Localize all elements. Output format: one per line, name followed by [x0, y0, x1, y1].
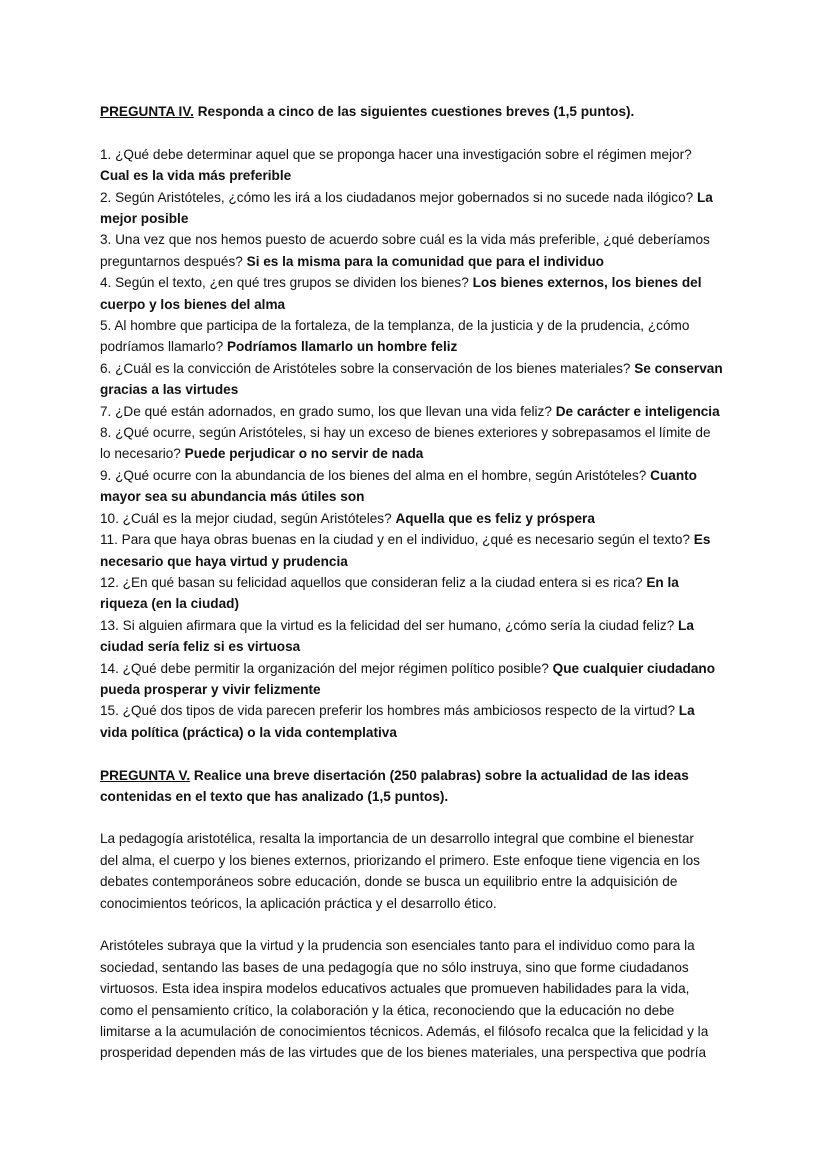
section-iv-tag: PREGUNTA IV. — [100, 104, 194, 119]
spacer — [100, 743, 740, 764]
essay-line: La pedagogía aristotélica, resalta la importancia de un desarrollo integral que combine el bienestar — [100, 831, 694, 847]
answer-text: Se conservan — [634, 360, 723, 376]
essay-paragraph — [100, 828, 740, 914]
question-line-continued — [100, 379, 740, 400]
question-line-continued — [100, 551, 740, 572]
question-text: 7. ¿De qué están adornados, en grado sumo, los que llevan una vida feliz? — [100, 403, 556, 419]
section-v-heading-line-2 — [100, 786, 740, 807]
question-text: 11. Para que haya obras buenas en la ciudad y en el individuo, ¿qué es necesario según el texto? — [100, 532, 694, 548]
answer-text: mejor posible — [100, 211, 189, 227]
answer-text: riqueza (en la ciudad) — [100, 596, 239, 612]
question-line-continued — [100, 208, 740, 229]
essay-line: Aristóteles subraya que la virtud y la prudencia son esenciales tanto para el individuo como para la — [100, 938, 695, 954]
essay-line: debates contemporáneos sobre educación, donde se busca un equilibrio entre la adquisición de — [100, 874, 678, 890]
spacer — [100, 807, 740, 828]
document-content — [100, 101, 740, 1064]
question-item — [100, 615, 740, 658]
question-text: 10. ¿Cuál es la mejor ciudad, según Aristóteles? — [100, 510, 396, 526]
question-item — [100, 401, 740, 422]
question-text: 4. Según el texto, ¿en qué tres grupos se dividen los bienes? — [100, 275, 473, 291]
answer-text: Podríamos llamarlo un hombre feliz — [226, 339, 458, 355]
answer-text: La — [696, 189, 713, 205]
answer-text: La — [678, 617, 694, 633]
essay-line: limitarse a la acumulación de conocimientos técnicos. Además, el filósofo recalca que la felicidad y la — [100, 1024, 709, 1040]
answer-text: Es — [693, 532, 711, 548]
question-line — [100, 508, 740, 529]
question-item — [100, 229, 740, 272]
question-item — [100, 508, 740, 529]
question-line — [100, 229, 740, 250]
essay-line: sociedad, sentando las bases de una pedagogía que no sólo instruya, sino que forme ciudadanos — [100, 959, 689, 975]
question-text: preguntarnos después? — [100, 253, 247, 269]
answer-text: Que cualquier ciudadano — [552, 660, 716, 676]
answer-text: Si es la misma para la comunidad que para el individuo — [246, 253, 604, 269]
essay-paragraph — [100, 935, 740, 1063]
essay-body — [100, 828, 740, 1063]
question-item — [100, 700, 740, 743]
section-v-tag: PREGUNTA V. — [100, 767, 191, 783]
question-item — [100, 529, 740, 572]
question-item — [100, 658, 740, 701]
section-v-title-part-1: Realice una breve disertación (250 palabras) sobre la actualidad de las ideas — [190, 767, 689, 783]
question-line-continued — [100, 679, 740, 700]
question-text: 14. ¿Qué debe permitir la organización del mejor régimen político posible? — [100, 660, 553, 676]
question-text: 13. Si alguien afirmara que la virtud es la felicidad del ser humano, ¿cómo sería la ciudad feliz? — [100, 617, 679, 633]
question-line-continued — [100, 593, 740, 614]
essay-line: del alma, el cuerpo y los bienes externos, priorizando el primero. Este enfoque tiene vigencia en los — [100, 852, 700, 868]
question-item — [100, 315, 740, 358]
question-line — [100, 658, 740, 679]
section-v-title-part-2: contenidas en el texto que has analizado (1,5 puntos). — [100, 788, 449, 804]
question-text: 5. Al hombre que participa de la fortaleza, de la templanza, de la justicia y de la prudencia, ¿cómo — [100, 318, 690, 334]
question-text: lo necesario? — [100, 446, 185, 462]
question-text: 12. ¿En qué basan su felicidad aquellos que consideran feliz a la ciudad entera si es rica? — [100, 574, 647, 590]
answer-text: cuerpo y los bienes del alma — [100, 296, 286, 312]
question-line — [100, 465, 740, 486]
question-line-continued — [100, 336, 740, 357]
question-line — [100, 422, 740, 443]
answer-text: De carácter e inteligencia — [555, 403, 720, 419]
answer-text: necesario que haya virtud y prudencia — [100, 553, 348, 569]
question-text: 2. Según Aristóteles, ¿cómo les irá a los ciudadanos mejor gobernados si no sucede nada ilógico? — [100, 189, 697, 205]
question-text: 1. ¿Qué debe determinar aquel que se proponga hacer una investigación sobre el régimen mejor? — [100, 146, 692, 162]
answer-text: Puede perjudicar o no servir de nada — [184, 446, 424, 462]
question-line — [100, 315, 740, 336]
question-line — [100, 401, 740, 422]
question-line — [100, 272, 740, 293]
answer-text: En la — [646, 574, 679, 590]
section-iv-title: Responda a cinco de las siguientes cuestiones breves (1,5 puntos). — [193, 104, 635, 119]
question-item — [100, 272, 740, 315]
question-line — [100, 187, 740, 208]
question-item — [100, 187, 740, 230]
question-item — [100, 358, 740, 401]
spacer — [100, 914, 740, 935]
question-text: podríamos llamarlo? — [100, 339, 227, 355]
question-line-continued — [100, 294, 740, 315]
question-text: 15. ¿Qué dos tipos de vida parecen preferir los hombres más ambiciosos respecto de la virtud? — [100, 703, 679, 719]
question-line — [100, 529, 740, 550]
answer-text: gracias a las virtudes — [100, 382, 239, 398]
answer-text: Aquella que es feliz y próspera — [395, 510, 595, 526]
question-line-continued — [100, 636, 740, 657]
section-v-heading-line-1 — [100, 765, 740, 786]
answer-text: vida política (práctica) o la vida contemplativa — [100, 724, 397, 740]
answer-text: Los bienes externos, los bienes del — [472, 275, 702, 291]
essay-line: como el pensamiento crítico, la colaboración y la ética, reconociendo que la educación no debe — [100, 1002, 675, 1018]
answer-text: mayor sea su abundancia más útiles son — [100, 489, 365, 505]
answer-text: Cuanto — [650, 467, 697, 483]
question-line-continued — [100, 165, 740, 186]
question-line — [100, 358, 740, 379]
essay-line: prosperidad dependen más de las virtudes que de los bienes materiales, una perspectiva que podría — [100, 1045, 707, 1061]
answer-text: pueda prosperar y vivir felizmente — [100, 681, 321, 697]
answer-text: Cual es la vida más preferible — [100, 168, 292, 184]
question-line-continued — [100, 486, 740, 507]
section-iv-heading — [100, 101, 740, 122]
question-item — [100, 465, 740, 508]
question-line-continued — [100, 443, 740, 464]
essay-line: conocimientos teóricos, la aplicación práctica y el desarrollo ético. — [100, 895, 497, 911]
question-line — [100, 144, 740, 165]
question-line-continued — [100, 251, 740, 272]
essay-line: virtuosos. Esta idea inspira modelos educativos actuales que promueven habilidades para la vida, — [100, 981, 690, 997]
question-line — [100, 700, 740, 721]
question-line — [100, 615, 740, 636]
question-line — [100, 572, 740, 593]
answer-text: La — [678, 703, 695, 719]
spacer — [100, 122, 740, 143]
answer-text: ciudad sería feliz si es virtuosa — [100, 639, 301, 655]
question-text: 9. ¿Qué ocurre con la abundancia de los bienes del alma en el hombre, según Aristóteles? — [100, 467, 651, 483]
question-text: 8. ¿Qué ocurre, según Aristóteles, si hay un exceso de bienes exteriores y sobrepasamos el límite de — [100, 425, 711, 441]
question-text: 6. ¿Cuál es la convicción de Aristóteles sobre la conservación de los bienes materiales? — [100, 360, 635, 376]
question-text: 3. Una vez que nos hemos puesto de acuerdo sobre cuál es la vida más preferible, ¿qué deberíamos — [100, 232, 710, 248]
question-item — [100, 572, 740, 615]
question-item — [100, 144, 740, 187]
question-line-continued — [100, 722, 740, 743]
question-item — [100, 422, 740, 465]
question-list — [100, 144, 740, 743]
